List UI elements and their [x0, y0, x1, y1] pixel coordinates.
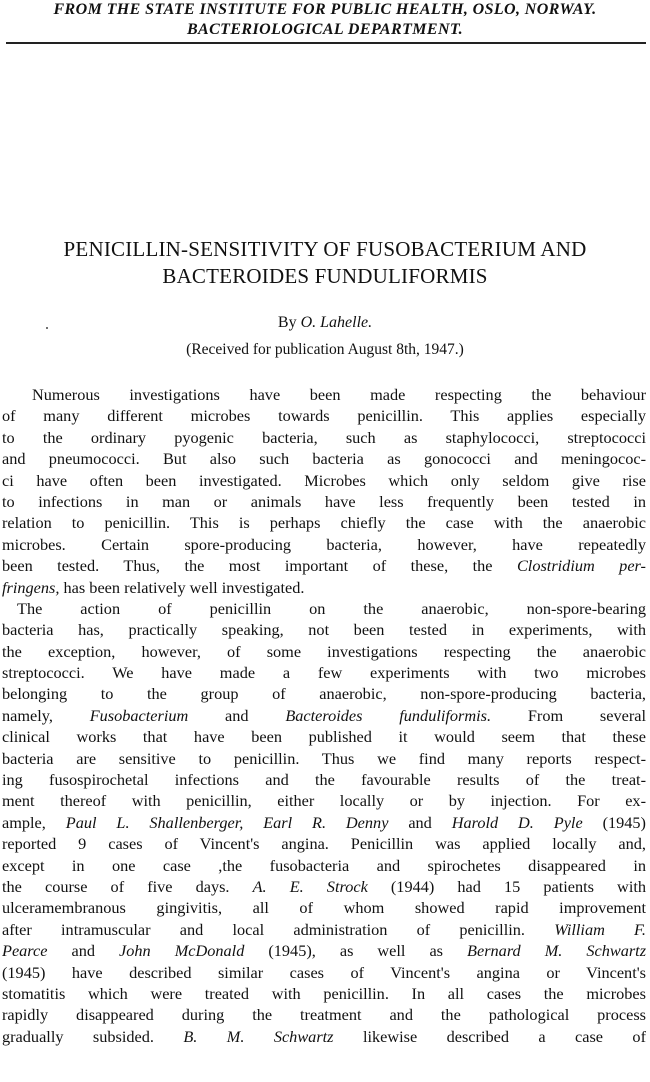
body-text-segment: been tested. Thus, the most important of these, the: [2, 556, 493, 576]
body-line: relation to penicillin. This is perhaps chiefly the case with the anaerobic: [2, 513, 646, 533]
body-text-segment: namely,: [2, 705, 53, 725]
body-text-segment: ample,: [2, 812, 46, 832]
body-line: [2, 577, 646, 598]
species-name: Clostridium per-: [516, 556, 646, 576]
body-text-segment: likewise described a case of: [362, 1026, 646, 1046]
species-name: Bacteroides funduliformis.: [285, 705, 492, 725]
author-citation: Pearce: [2, 941, 48, 961]
body-text-segment: and: [408, 812, 432, 832]
author-citation: Paul L. Shallenberger, Earl R. Denny: [65, 812, 389, 832]
body-line: [2, 919, 646, 940]
body-line: the exception, however, of some investigations respecting the anaerobic: [2, 641, 646, 661]
author-citation: John McDonald: [119, 941, 245, 961]
body-line: [2, 555, 646, 576]
title-line-1: PENICILLIN-SENSITIVITY OF FUSOBACTERIUM AND: [63, 237, 587, 261]
species-name: Fusobacterium: [89, 705, 189, 725]
body-line: microbes. Certain spore-producing bacteria, however, have repeatedly: [2, 534, 646, 554]
article-body: [2, 384, 646, 1047]
body-text-segment: the course of five days.: [2, 876, 230, 896]
author-citation: A. E. Strock: [252, 876, 368, 896]
body-line: of many different microbes towards penicillin. This applies especially: [2, 406, 646, 426]
body-line: except in one case ,the fusobacteria and spirochetes disappeared in: [2, 855, 646, 875]
title-line-2: BACTEROIDES FUNDULIFORMIS: [162, 264, 488, 288]
body-line: The action of penicillin on the anaerobic, non-spore-bearing: [17, 598, 646, 618]
body-line: stomatitis which were treated with penicillin. In all cases the microbes: [2, 983, 646, 1003]
body-line: reported 9 cases of Vincent's angina. Penicillin was applied locally and,: [2, 834, 646, 854]
received-date: (Received for publication August 8th, 1947.): [186, 341, 464, 358]
body-text-segment: and: [71, 941, 96, 961]
institution-header: [0, 0, 650, 40]
body-line: ing fusospirochetal infections and the favourable results of the treat-: [2, 770, 646, 790]
body-line: [2, 812, 646, 833]
body-line: [2, 1026, 646, 1047]
body-text-segment: From several: [527, 705, 646, 725]
species-name: fringens,: [2, 577, 60, 597]
body-text-segment: gradually subsided.: [2, 1026, 154, 1046]
body-line: Numerous investigations have been made respecting the behaviour: [32, 385, 646, 404]
header-line-2: BACTERIOLOGICAL DEPARTMENT.: [186, 21, 464, 38]
author-citation: Bernard M. Schwartz: [467, 941, 646, 961]
body-line: streptococci. We have made a few experiments with two microbes: [2, 663, 646, 683]
body-line: ment thereof with penicillin, either locally or by injection. For ex-: [2, 791, 646, 811]
body-line: bacteria has, practically speaking, not been tested in experiments, with: [2, 620, 646, 640]
body-text-segment: and: [225, 705, 249, 725]
body-line: belonging to the group of anaerobic, non-spore-producing bacteria,: [2, 684, 646, 704]
header-rule: [6, 42, 646, 44]
body-text-segment: (1945), as well as: [268, 941, 444, 961]
body-text-segment: has been relatively well investigated.: [63, 577, 305, 597]
body-text-segment: (1945): [602, 812, 646, 832]
body-line: [2, 876, 646, 897]
header-line-1: FROM THE STATE INSTITUTE FOR PUBLIC HEALTH, OSLO, NORWAY.: [53, 1, 597, 18]
body-line: bacteria are sensitive to penicillin. Thus we find many reports respect-: [2, 748, 646, 768]
byline: [0, 313, 650, 333]
body-line: [2, 940, 646, 961]
body-line: to the ordinary pyogenic bacteria, such as staphylococci, streptococci: [2, 427, 646, 447]
body-line: and pneumococci. But also such bacteria as gonococci and meningococ-: [2, 449, 646, 469]
article-title: [0, 236, 650, 290]
author-citation: Harold D. Pyle: [451, 812, 583, 832]
byline-prefix: By: [277, 314, 297, 331]
body-text-segment: after intramuscular and local administration of penicillin.: [2, 919, 525, 939]
body-line: to infections in man or animals have less frequently been tested in: [2, 491, 646, 511]
body-line: clinical works that have been published it would seem that these: [2, 727, 646, 747]
body-line: ulceramembranous gingivitis, all of whom showed rapid improvement: [2, 898, 646, 918]
author-citation: William F.: [554, 919, 646, 939]
body-line: [2, 705, 646, 726]
body-line: rapidly disappeared during the treatment and the pathological process: [2, 1005, 646, 1025]
body-line: (1945) have described similar cases of Vincent's angina or Vincent's: [2, 962, 646, 982]
author-citation: B. M. Schwartz: [183, 1026, 334, 1046]
body-line: ci have often been investigated. Microbes which only seldom give rise: [2, 470, 646, 490]
author-name: O. Lahelle.: [300, 314, 373, 331]
body-text-segment: (1944) had 15 patients with: [390, 876, 646, 896]
